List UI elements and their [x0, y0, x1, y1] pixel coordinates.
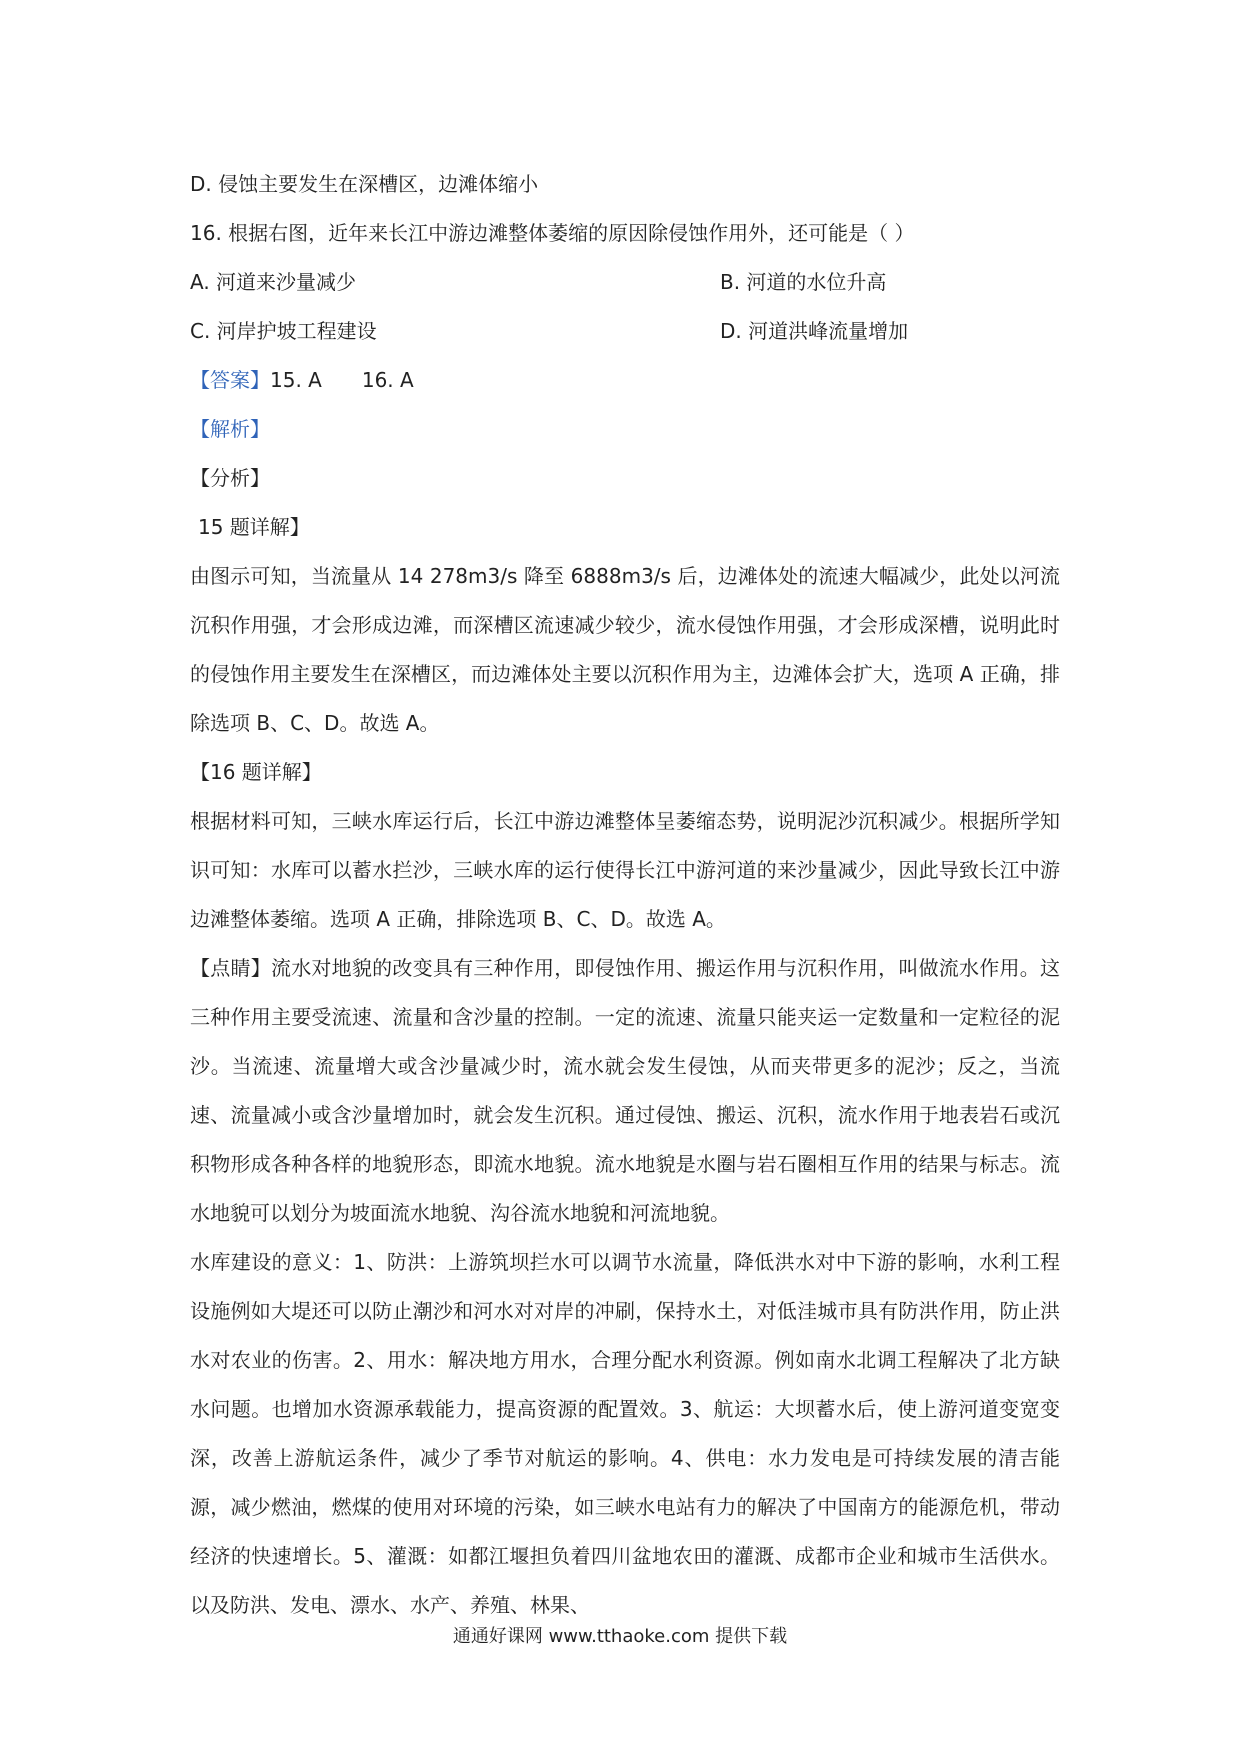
answer-line	[190, 356, 1060, 405]
answer-15: 15. A	[270, 368, 322, 392]
q15-detail-text: 由图示可知，当流量从 14 278m3/s 降至 6888m3/s 后，边滩体处的流速大幅减少，此处以河流沉积作用强，才会形成边滩，而深槽区流速减少较少，流水侵蚀作用强，才会形成深槽，说明此时的侵蚀作用主要发生在深槽区，而边滩体处主要以沉积作用为主，边滩体会扩大，选项 A 正确，排除选项 B、C、D。故选 A。	[190, 564, 1060, 735]
page-content	[190, 160, 1060, 1630]
fenxi-label: 【分析】	[190, 466, 270, 490]
analysis-label: 【解析】	[190, 417, 270, 441]
answer-label: 【答案】	[190, 368, 270, 392]
q16-option-a: A. 河道来沙量减少	[190, 270, 357, 294]
q15-detail-label: 15 题详解】	[198, 515, 310, 539]
q16-option-d: D. 河道洪峰流量增加	[720, 319, 909, 343]
q16-option-c: C. 河岸护坡工程建设	[190, 319, 377, 343]
q16-detail-text: 根据材料可知，三峡水库运行后，长江中游边滩整体呈萎缩态势，说明泥沙沉积减少。根据所学知识可知：水库可以蓄水拦沙，三峡水库的运行使得长江中游河道的来沙量减少，因此导致长江中游边滩整体萎缩。选项 A 正确，排除选项 B、C、D。故选 A。	[190, 809, 1060, 931]
q16-stem: 16. 根据右图，近年来长江中游边滩整体萎缩的原因除侵蚀作用外，还可能是（ ）	[190, 221, 915, 245]
page-footer: 通通好课网 www.tthaoke.com 提供下载	[452, 1626, 788, 1647]
q15-option-d: D. 侵蚀主要发生在深槽区，边滩体缩小	[190, 172, 539, 196]
reservoir-text: 水库建设的意义：1、防洪：上游筑坝拦水可以调节水流量，降低洪水对中下游的影响，水利工程设施例如大堤还可以防止潮沙和河水对对岸的冲刷，保持水土，对低洼城市具有防洪作用，防止洪水对农业的伤害。2、用水：解决地方用水，合理分配水利资源。例如南水北调工程解决了北方缺水问题。也增加水资源承载能力，提高资源的配置效。3、航运：大坝蓄水后，使上游河道变宽变深，改善上游航运条件，减少了季节对航运的影响。4、供电：水力发电是可持续发展的清吉能源，减少燃油，燃煤的使用对环境的污染，如三峡水电站有力的解决了中国南方的能源危机，带动经济的快速增长。5、灌溉：如都江堰担负着四川盆地农田的灌溉、成都市企业和城市生活供水。以及防洪、发电、漂水、水产、养殖、林果、	[190, 1250, 1060, 1617]
q16-option-b: B. 河道的水位升高	[720, 270, 887, 294]
q16-detail-label: 【16 题详解】	[190, 760, 322, 784]
answer-16: 16. A	[361, 368, 414, 392]
q16-options-row-2	[190, 307, 1060, 356]
dianjing-text: 【点睛】流水对地貌的改变具有三种作用，即侵蚀作用、搬运作用与沉积作用，叫做流水作用。这三种作用主要受流速、流量和含沙量的控制。一定的流速、流量只能夹运一定数量和一定粒径的泥沙。当流速、流量增大或含沙量减少时，流水就会发生侵蚀，从而夹带更多的泥沙；反之，当流速、流量减小或含沙量增加时，就会发生沉积。通过侵蚀、搬运、沉积，流水作用于地表岩石或沉积物形成各种各样的地貌形态，即流水地貌。流水地貌是水圈与岩石圈相互作用的结果与标志。流水地貌可以划分为坡面流水地貌、沟谷流水地貌和河流地貌。	[190, 956, 1060, 1225]
q16-options-row-1	[190, 258, 1060, 307]
